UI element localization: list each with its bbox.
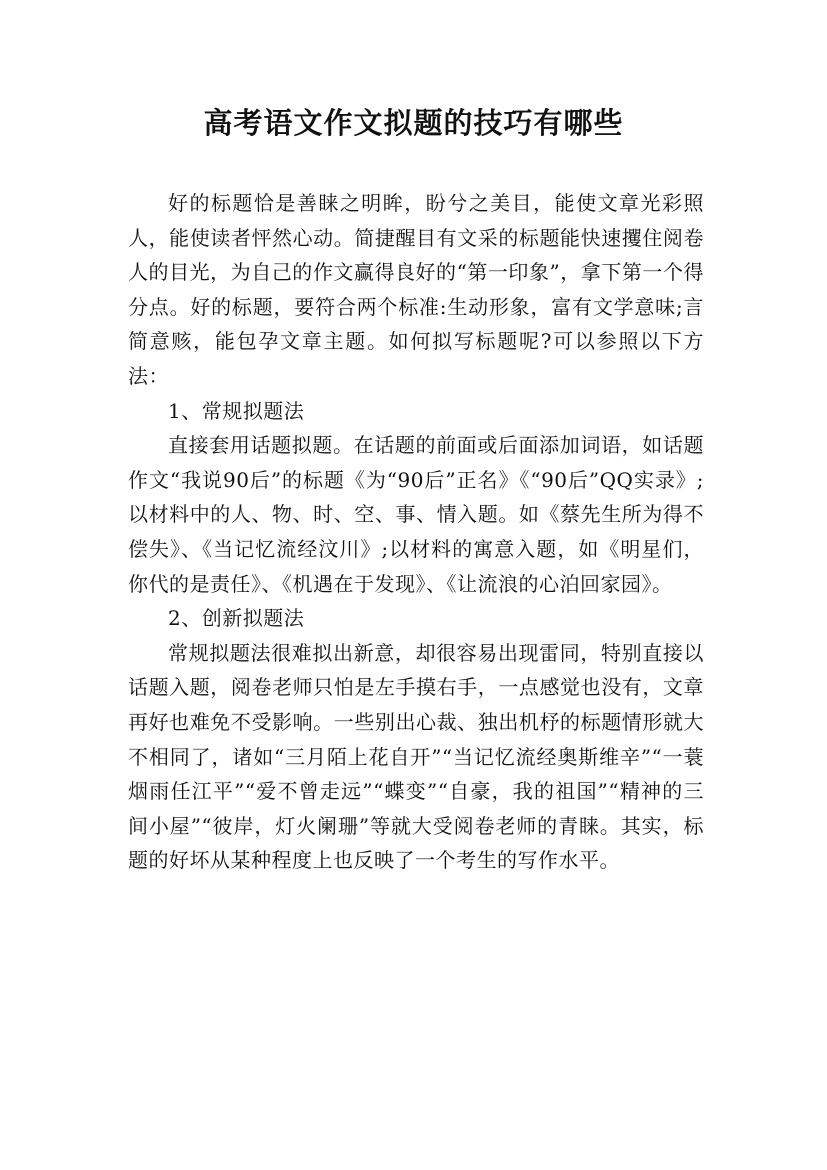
section-heading-innovative: 2、创新拟题法 bbox=[168, 606, 305, 631]
conventional-method-paragraph: 直接套用话题拟题。在话题的前面或后面添加词语，如话题作文“我说90后”的标题《为“90后”正名》《“90后”QQ实录》;以材料中的人、物、时、空、事、情入题。如《蔡先生所为得不偿失》、《当记忆流经汶川》;以材料的寓意入题，如《明星们，你代的是责任》、《机遇在于发现》、《让流浪的心泊回家园》。 bbox=[128, 433, 704, 596]
innovative-method-paragraph: 常规拟题法很难拟出新意，却很容易出现雷同，特别直接以话题入题，阅卷老师只怕是左手摸右手，一点感觉也没有，文章再好也难免不受影响。一些别出心裁、独出机杼的标题情形就大不相同了，诸如“三月陌上花自开”“当记忆流经奥斯维辛”“一蓑烟雨任江平”“爱不曾走远”“蝶变”“自豪，我的祖国”“精神的三间小屋”“彼岸，灯火阑珊”等就大受阅卷老师的青睐。其实，标题的好坏从某种程度上也反映了一个考生的写作水平。 bbox=[128, 640, 704, 873]
section-heading-conventional: 1、常规拟题法 bbox=[168, 398, 305, 423]
document-body bbox=[128, 186, 704, 878]
intro-paragraph: 好的标题恰是善睐之明眸，盼兮之美目，能使文章光彩照人，能使读者怦然心动。简捷醒目有文采的标题能快速攫住阅卷人的目光，为自己的作文赢得良好的“第一印象”，拿下第一个得分点。好的标题，要符合两个标准:生动形象，富有文学意味;言简意赅，能包孕文章主题。如何拟写标题呢?可以参照以下方法： bbox=[128, 191, 704, 388]
document-title: 高考语文作文拟题的技巧有哪些 bbox=[203, 106, 624, 140]
